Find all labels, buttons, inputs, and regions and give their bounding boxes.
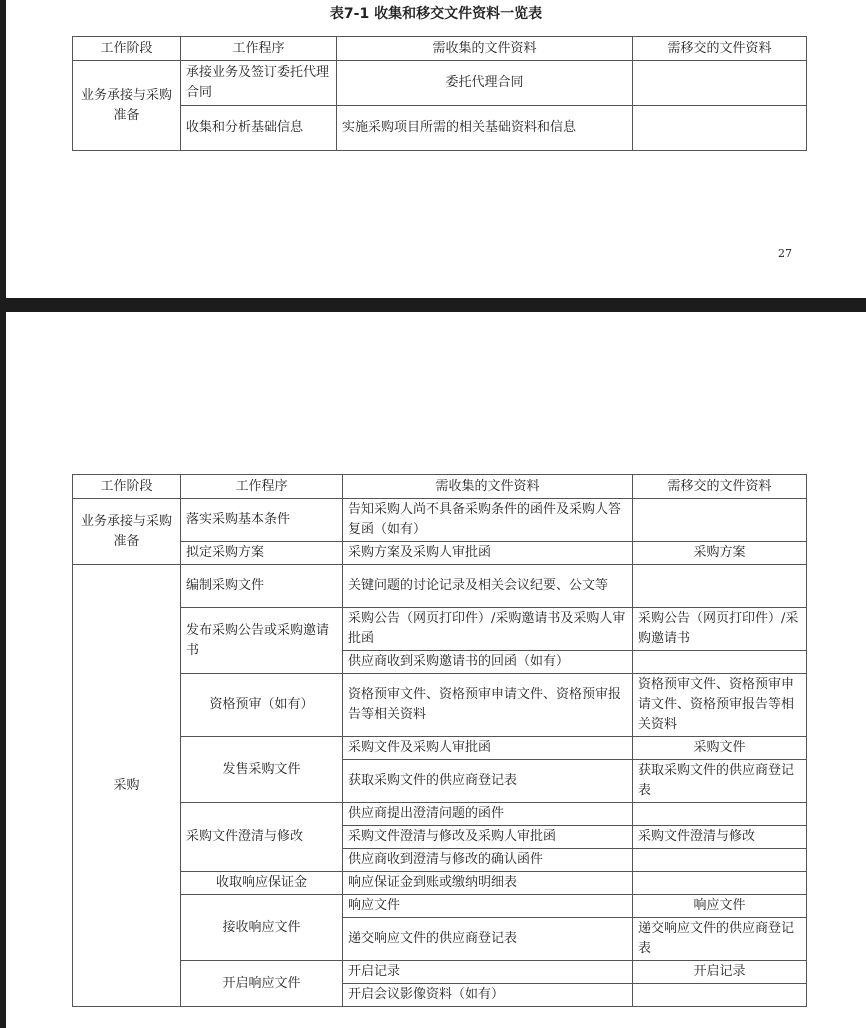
table-row (73, 106, 807, 151)
table-row (73, 608, 807, 651)
collect-cell: 供应商收到采购邀请书的回函（如有） (343, 651, 633, 674)
table-row (73, 737, 807, 760)
collect-cell: 关键问题的讨论记录及相关会议纪要、公文等 (343, 565, 633, 608)
stage-cell: 业务承接与采购准备 (73, 499, 181, 565)
header-procedure: 工作程序 (181, 475, 343, 499)
collect-cell: 告知采购人尚不具备采购条件的函件及采购人答复函（如有） (343, 499, 633, 542)
transfer-cell (633, 106, 807, 151)
collect-cell: 开启会议影像资料（如有） (343, 984, 633, 1007)
table-row (73, 565, 807, 608)
procedure-cell: 拟定采购方案 (181, 542, 343, 565)
transfer-cell (633, 499, 807, 542)
transfer-cell (633, 651, 807, 674)
procedure-cell: 承接业务及签订委托代理合同 (181, 61, 337, 106)
transfer-cell: 获取采购文件的供应商登记表 (633, 760, 807, 803)
transfer-cell (633, 565, 807, 608)
transfer-cell (633, 872, 807, 895)
table-row (73, 542, 807, 565)
transfer-cell (633, 984, 807, 1007)
procedure-cell: 发布采购公告或采购邀请书 (181, 608, 343, 674)
collect-cell: 供应商收到澄清与修改的确认函件 (343, 849, 633, 872)
collect-cell: 供应商提出澄清问题的函件 (343, 803, 633, 826)
collect-cell: 采购公告（网页打印件）/采购邀请书及采购人审批函 (343, 608, 633, 651)
transfer-cell: 响应文件 (633, 895, 807, 918)
transfer-cell (633, 849, 807, 872)
transfer-cell: 采购文件澄清与修改 (633, 826, 807, 849)
collect-cell: 递交响应文件的供应商登记表 (343, 918, 633, 961)
collect-cell: 响应保证金到账或缴纳明细表 (343, 872, 633, 895)
table-row (73, 803, 807, 826)
collect-cell: 响应文件 (343, 895, 633, 918)
file-table-main (72, 474, 807, 1007)
stage-cell: 采购 (73, 565, 181, 1007)
table-row (73, 961, 807, 984)
stage-cell: 业务承接与采购准备 (73, 61, 181, 151)
header-stage: 工作阶段 (73, 37, 181, 61)
procedure-cell: 编制采购文件 (181, 565, 343, 608)
collect-cell: 资格预审文件、资格预审申请文件、资格预审报告等相关资料 (343, 674, 633, 737)
transfer-cell: 采购公告（网页打印件）/采购邀请书 (633, 608, 807, 651)
procedure-cell: 采购文件澄清与修改 (181, 803, 343, 872)
header-transfer: 需移交的文件资料 (633, 37, 807, 61)
table-row (73, 895, 807, 918)
table-header-row (73, 475, 807, 499)
header-collect: 需收集的文件资料 (343, 475, 633, 499)
header-stage: 工作阶段 (73, 475, 181, 499)
header-procedure: 工作程序 (181, 37, 337, 61)
transfer-cell: 采购文件 (633, 737, 807, 760)
table-title: 表7-1 收集和移交文件资料一览表 (329, 6, 543, 22)
collect-cell: 开启记录 (343, 961, 633, 984)
procedure-cell: 资格预审（如有） (181, 674, 343, 737)
transfer-cell: 开启记录 (633, 961, 807, 984)
table-row (73, 499, 807, 542)
document-page-27 (6, 0, 866, 298)
header-collect: 需收集的文件资料 (337, 37, 633, 61)
transfer-cell: 资格预审文件、资格预审申请文件、资格预审报告等相关资料 (633, 674, 807, 737)
procedure-cell: 收集和分析基础信息 (181, 106, 337, 151)
collect-cell: 采购方案及采购人审批函 (343, 542, 633, 565)
page-separator (0, 298, 866, 312)
procedure-cell: 接收响应文件 (181, 895, 343, 961)
transfer-cell (633, 803, 807, 826)
transfer-cell: 采购方案 (633, 542, 807, 565)
procedure-cell: 收取响应保证金 (181, 872, 343, 895)
procedure-cell: 开启响应文件 (181, 961, 343, 1007)
collect-cell: 实施采购项目所需的相关基础资料和信息 (337, 106, 633, 151)
procedure-cell: 发售采购文件 (181, 737, 343, 803)
header-transfer: 需移交的文件资料 (633, 475, 807, 499)
table-row (73, 61, 807, 106)
procedure-cell: 落实采购基本条件 (181, 499, 343, 542)
page-number: 27 (778, 247, 792, 260)
collect-cell: 委托代理合同 (337, 61, 633, 106)
table-row (73, 872, 807, 895)
collect-cell: 采购文件澄清与修改及采购人审批函 (343, 826, 633, 849)
file-table-top (72, 36, 807, 151)
table-header-row (73, 37, 807, 61)
collect-cell: 采购文件及采购人审批函 (343, 737, 633, 760)
transfer-cell: 递交响应文件的供应商登记表 (633, 918, 807, 961)
table-row (73, 674, 807, 737)
collect-cell: 获取采购文件的供应商登记表 (343, 760, 633, 803)
document-page-28 (6, 312, 866, 1028)
transfer-cell (633, 61, 807, 106)
